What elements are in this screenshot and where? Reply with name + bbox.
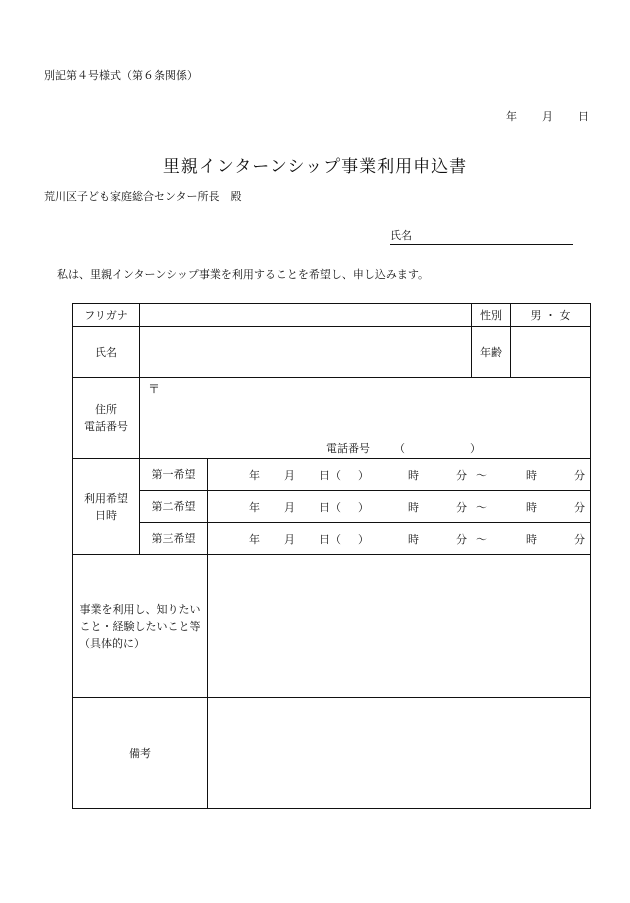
gender-label: 性別 [472,304,511,327]
date-year-label: 年 [506,110,517,123]
slot-end-hour: 時 [526,469,537,482]
remarks-row [73,698,591,809]
furigana-row [73,304,591,327]
slot-start-hour: 時 [408,469,419,482]
slot-month-unit: 月 [284,501,295,514]
phone-label: 電話番号 [326,442,370,455]
phone-paren-close: ） [470,442,481,455]
addressee: 荒川区子ども家庭総合センター所長 殿 [44,190,242,203]
slot-start-minute: 分 [456,469,467,482]
slot-dow-open: （ [330,469,341,482]
furigana-label: フリガナ [73,304,140,327]
slot-tilde: ～ [476,501,487,514]
date-day-label: 日 [578,110,589,123]
slot-day-unit: 日 [319,533,330,546]
wish-label-line2: こと・経験したいこと等 [79,619,201,633]
slot-year-unit: 年 [249,533,260,546]
gender-options[interactable]: 男 ・ 女 [511,304,591,327]
preference-row [73,459,591,491]
preferred-datetime-label [73,459,140,555]
slot-day-unit: 日 [319,501,330,514]
applicant-name-label: 氏名 [390,229,412,242]
preferred-label-line1: 利用希望 [84,491,128,505]
name-label: 氏名 [73,327,140,378]
preference-label: 第三希望 [140,523,208,555]
slot-start-minute: 分 [456,533,467,546]
slot-dow-close: ） [358,469,369,482]
wish-field[interactable] [208,555,591,698]
address-label-line1: 住所 [95,403,117,416]
age-label: 年齢 [472,327,511,378]
phone-inline [326,440,481,457]
slot-month-unit: 月 [284,533,295,546]
remarks-field[interactable] [208,698,591,809]
preferred-label-line2: 日時 [95,508,117,522]
slot-start-minute: 分 [456,501,467,514]
preference-row [73,491,591,523]
preference-datetime-field[interactable] [208,491,591,523]
address-row [73,378,591,459]
slot-end-minute: 分 [574,501,585,514]
form-reference-note: 別記第４号様式（第６条関係） [44,69,198,82]
slot-dow-close: ） [358,533,369,546]
address-label-line2: 電話番号 [84,420,128,433]
age-field[interactable] [511,327,591,378]
address-field[interactable] [140,378,591,459]
slot-dow-open: （ [330,501,341,514]
slot-dow-close: ） [358,501,369,514]
slot-tilde: ～ [476,469,487,482]
slot-day-unit: 日 [319,469,330,482]
preference-datetime-field[interactable] [208,523,591,555]
slot-start-hour: 時 [408,533,419,546]
date-month-label: 月 [542,110,553,123]
date-line [506,108,589,124]
phone-paren-open: （ [394,442,405,455]
remarks-label: 備考 [73,698,208,809]
wish-label-line3: （具体的に） [79,636,145,650]
name-field[interactable] [140,327,472,378]
preference-row [73,523,591,555]
address-label [73,378,140,459]
document-title: 里親インターンシップ事業利用申込書 [162,157,468,177]
postal-mark-icon: 〒 [148,382,161,396]
application-statement: 私は、里親インターンシップ事業を利用することを希望し、申し込みます。 [57,268,429,281]
slot-month-unit: 月 [284,469,295,482]
slot-end-hour: 時 [526,501,537,514]
wish-label-line1: 事業を利用し、知りたい [79,602,201,616]
slot-end-minute: 分 [574,533,585,546]
slot-end-hour: 時 [526,533,537,546]
slot-tilde: ～ [476,533,487,546]
slot-year-unit: 年 [249,501,260,514]
slot-dow-open: （ [330,533,341,546]
wish-label [73,555,208,698]
preference-datetime-field[interactable] [208,459,591,491]
preference-label: 第一希望 [140,459,208,491]
name-row [73,327,591,378]
applicant-name-field[interactable] [390,227,573,245]
slot-end-minute: 分 [574,469,585,482]
furigana-field[interactable] [140,304,472,327]
preference-label: 第二希望 [140,491,208,523]
slot-start-hour: 時 [408,501,419,514]
slot-year-unit: 年 [249,469,260,482]
wish-row [73,555,591,698]
application-form-table [72,303,591,809]
